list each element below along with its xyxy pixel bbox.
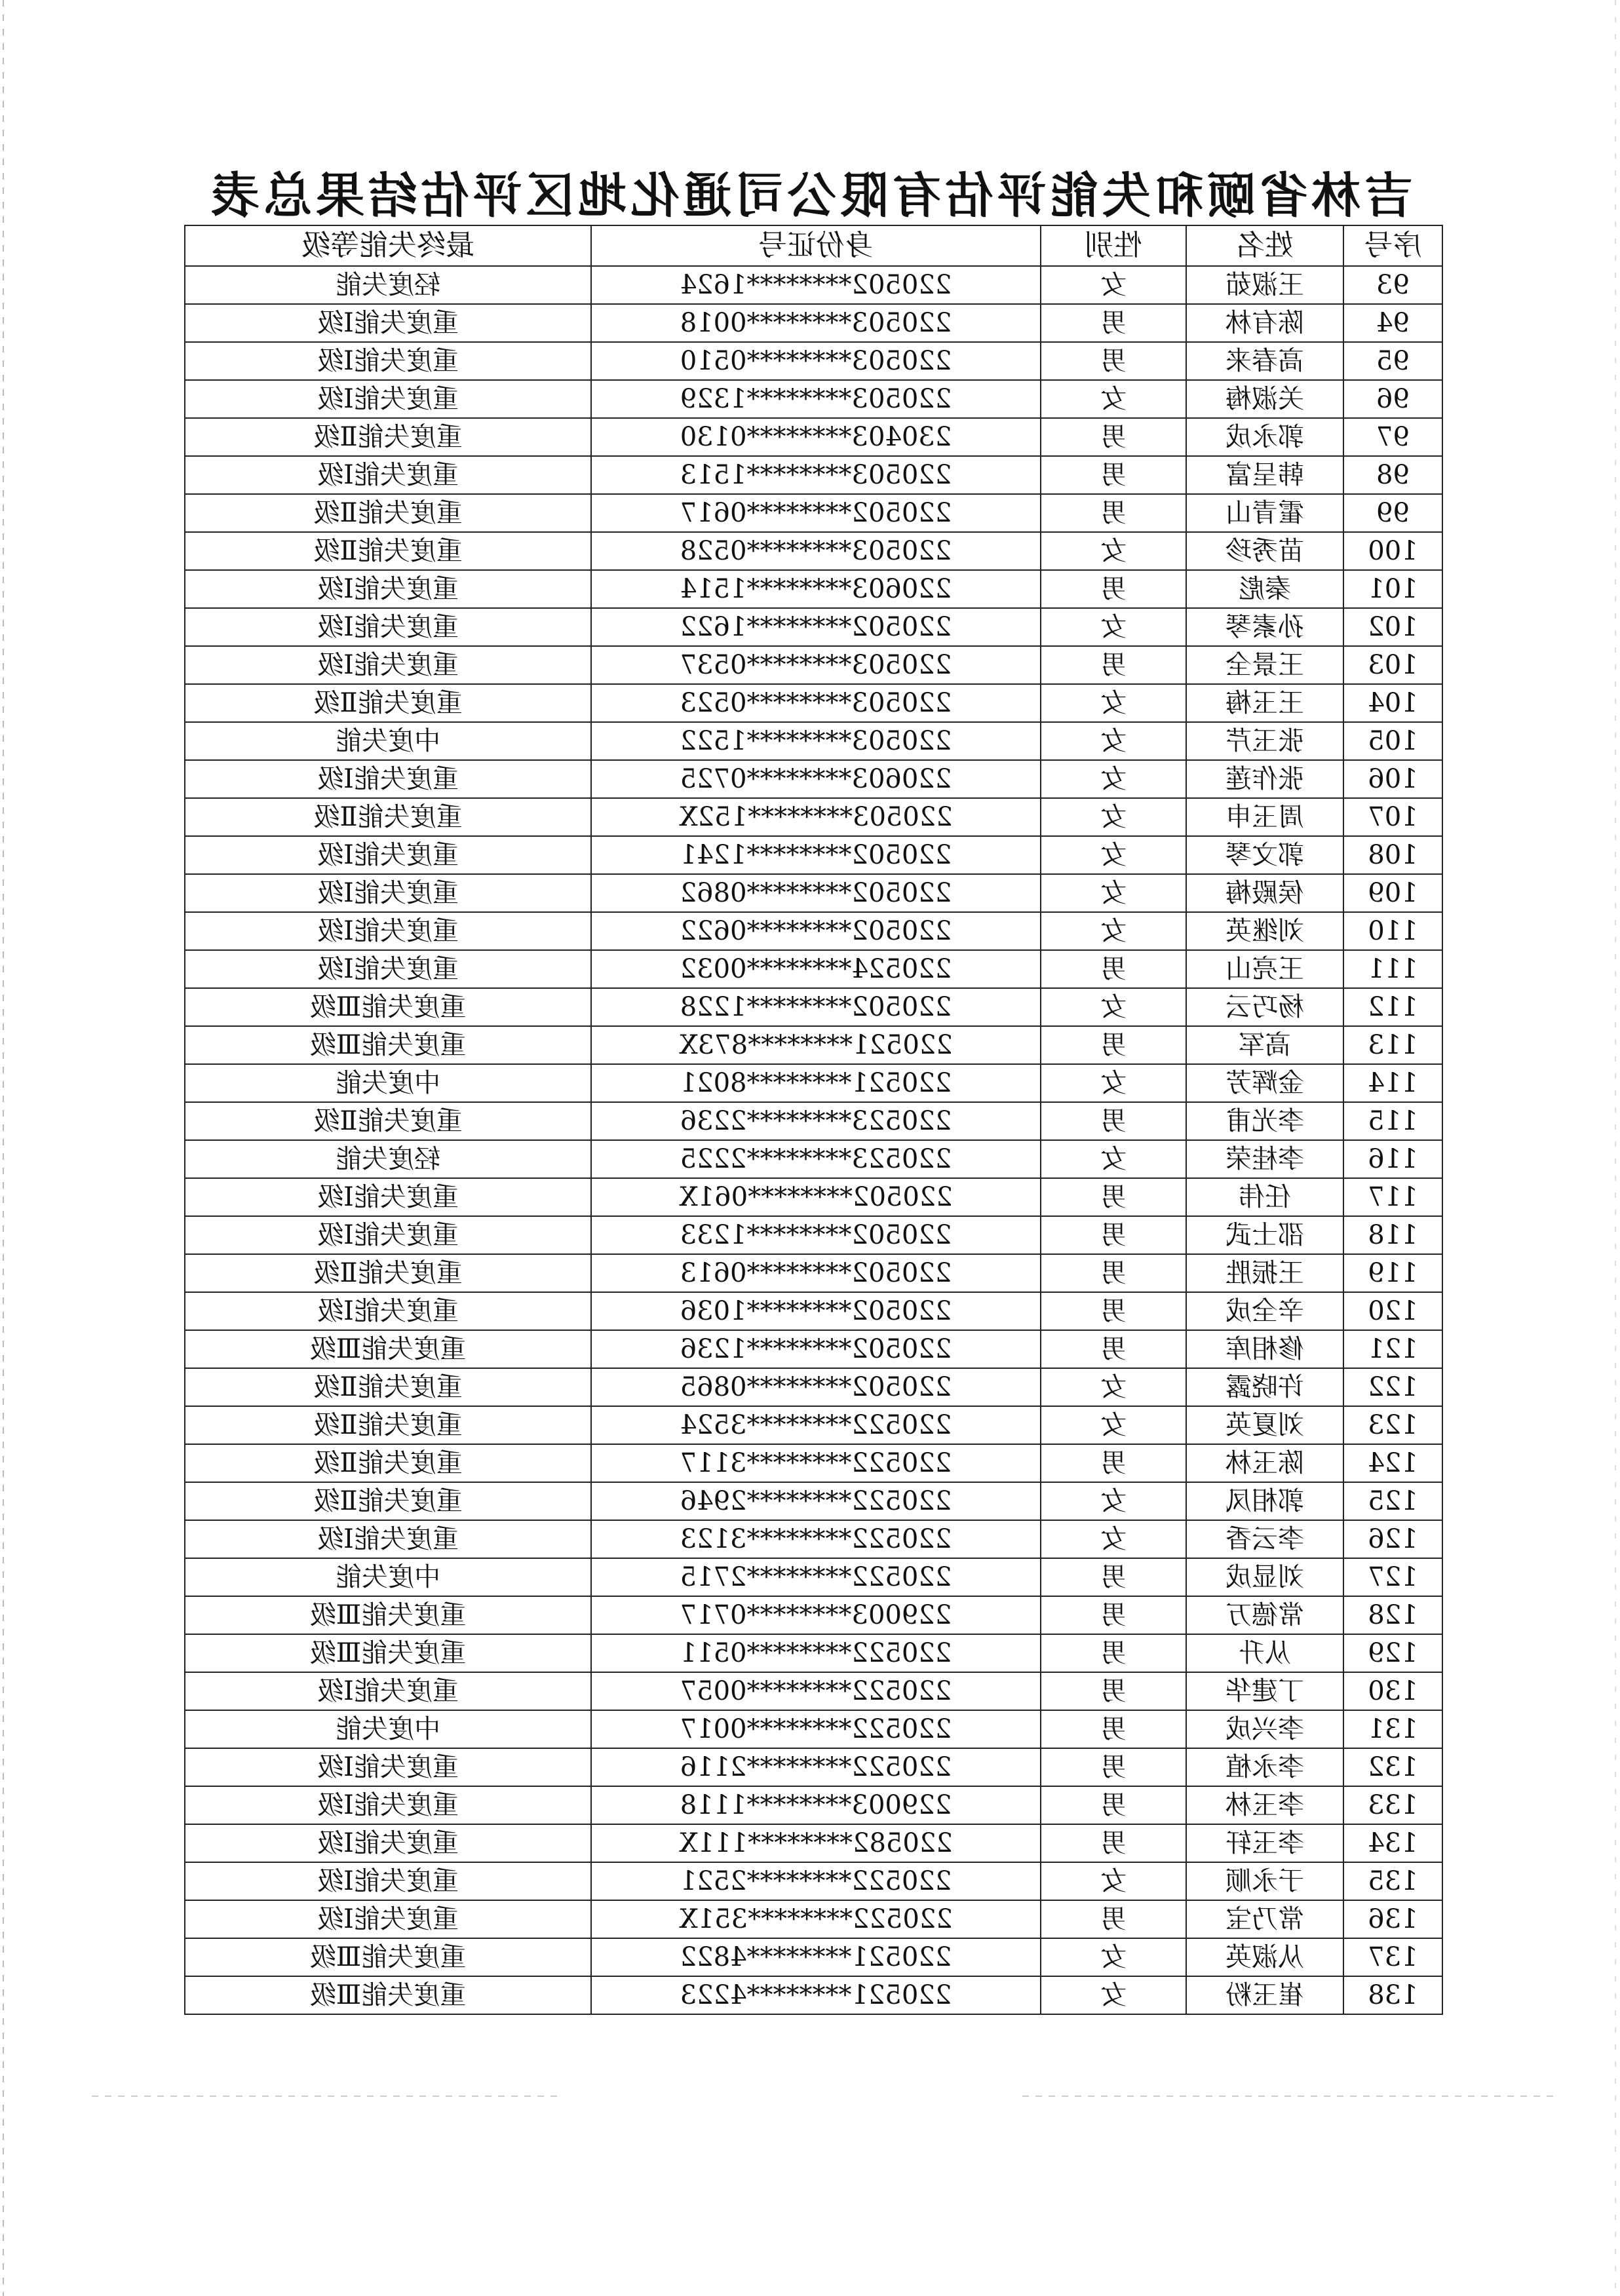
cell-disability-level: 重度失能Ⅰ级: [185, 456, 591, 494]
table-row: [185, 1634, 1442, 1672]
cell-name: 王玉梅: [1186, 684, 1343, 722]
cell-disability-level: 重度失能Ⅲ级: [185, 1976, 591, 2014]
cell-serial: 113: [1343, 1026, 1442, 1064]
table-row: [185, 1824, 1442, 1862]
cell-serial: 93: [1343, 266, 1442, 304]
table-row: [185, 1748, 1442, 1786]
cell-disability-level: 重度失能Ⅰ级: [185, 380, 591, 418]
cell-disability-level: 重度失能Ⅲ级: [185, 1330, 591, 1368]
table-row: [185, 1330, 1442, 1368]
cell-serial: 107: [1343, 798, 1442, 836]
header-name: 姓名: [1186, 225, 1343, 266]
cell-sex: 男: [1041, 1824, 1186, 1862]
cell-id-number: 220502********0862: [591, 874, 1041, 912]
cell-id-number: 220503********1329: [591, 380, 1041, 418]
cell-id-number: 220502********1228: [591, 988, 1041, 1026]
cell-name: 陈玉林: [1186, 1444, 1343, 1482]
cell-sex: 女: [1041, 1140, 1186, 1178]
cell-serial: 95: [1343, 342, 1442, 380]
cell-serial: 112: [1343, 988, 1442, 1026]
cell-disability-level: 重度失能Ⅰ级: [185, 950, 591, 988]
cell-sex: 女: [1041, 1862, 1186, 1900]
cell-serial: 114: [1343, 1064, 1442, 1102]
cell-id-number: 220522********3123: [591, 1520, 1041, 1558]
table-row: [185, 988, 1442, 1026]
cell-serial: 125: [1343, 1482, 1442, 1520]
cell-disability-level: 重度失能Ⅰ级: [185, 760, 591, 798]
cell-name: 常乃宝: [1186, 1900, 1343, 1938]
cell-name: 侯殿梅: [1186, 874, 1343, 912]
cell-name: 从淑英: [1186, 1938, 1343, 1976]
cell-sex: 男: [1041, 1178, 1186, 1216]
cell-id-number: 220502********061X: [591, 1178, 1041, 1216]
table-row: [185, 1064, 1442, 1102]
table-row: [185, 1368, 1442, 1406]
table-header-row: [185, 225, 1442, 266]
cell-disability-level: 重度失能Ⅱ级: [185, 532, 591, 570]
cell-name: 张玉芹: [1186, 722, 1343, 760]
cell-name: 李玉林: [1186, 1786, 1343, 1824]
cell-serial: 122: [1343, 1368, 1442, 1406]
table-row: [185, 418, 1442, 456]
table-row: [185, 1976, 1442, 2014]
cell-sex: 男: [1041, 456, 1186, 494]
cell-serial: 116: [1343, 1140, 1442, 1178]
cell-serial: 119: [1343, 1254, 1442, 1292]
cell-id-number: 220582********111X: [591, 1824, 1041, 1862]
table-row: [185, 1406, 1442, 1444]
cell-disability-level: 重度失能Ⅰ级: [185, 304, 591, 342]
cell-disability-level: 重度失能Ⅰ级: [185, 1862, 591, 1900]
cell-sex: 男: [1041, 1786, 1186, 1824]
cell-name: 李兴成: [1186, 1710, 1343, 1748]
cell-id-number: 220502********1036: [591, 1292, 1041, 1330]
table-row: [185, 1482, 1442, 1520]
cell-disability-level: 重度失能Ⅱ级: [185, 684, 591, 722]
table-row: [185, 608, 1442, 646]
cell-serial: 105: [1343, 722, 1442, 760]
cell-name: 辛全成: [1186, 1292, 1343, 1330]
cell-serial: 128: [1343, 1596, 1442, 1634]
cell-sex: 女: [1041, 266, 1186, 304]
cell-disability-level: 重度失能Ⅱ级: [185, 1254, 591, 1292]
cell-serial: 111: [1343, 950, 1442, 988]
cell-serial: 94: [1343, 304, 1442, 342]
cell-name: 郭文琴: [1186, 836, 1343, 874]
cell-sex: 男: [1041, 1900, 1186, 1938]
cell-disability-level: 中度失能: [185, 722, 591, 760]
cell-disability-level: 重度失能Ⅱ级: [185, 1444, 591, 1482]
cell-id-number: 220522********351X: [591, 1900, 1041, 1938]
cell-name: 郭相凤: [1186, 1482, 1343, 1520]
cell-name: 霍青山: [1186, 494, 1343, 532]
cell-serial: 115: [1343, 1102, 1442, 1140]
cell-id-number: 220503********1513: [591, 456, 1041, 494]
cell-sex: 男: [1041, 1292, 1186, 1330]
table-body: [185, 266, 1442, 2014]
table-row: [185, 912, 1442, 950]
cell-sex: 女: [1041, 988, 1186, 1026]
cell-serial: 96: [1343, 380, 1442, 418]
cell-disability-level: 重度失能Ⅱ级: [185, 798, 591, 836]
cell-serial: 134: [1343, 1824, 1442, 1862]
cell-sex: 女: [1041, 1406, 1186, 1444]
cell-sex: 男: [1041, 494, 1186, 532]
cell-name: 任伟: [1186, 1178, 1343, 1216]
cell-disability-level: 重度失能Ⅰ级: [185, 912, 591, 950]
table-row: [185, 1140, 1442, 1178]
cell-id-number: 220502********1241: [591, 836, 1041, 874]
table-row: [185, 342, 1442, 380]
cell-id-number: 220502********1233: [591, 1216, 1041, 1254]
cell-sex: 男: [1041, 342, 1186, 380]
cell-name: 张作莲: [1186, 760, 1343, 798]
table-row: [185, 1900, 1442, 1938]
cell-disability-level: 重度失能Ⅲ级: [185, 1026, 591, 1064]
cell-serial: 103: [1343, 646, 1442, 684]
cell-serial: 137: [1343, 1938, 1442, 1976]
table-row: [185, 684, 1442, 722]
cell-name: 杨巧云: [1186, 988, 1343, 1026]
cell-serial: 101: [1343, 570, 1442, 608]
cell-serial: 97: [1343, 418, 1442, 456]
table-row: [185, 532, 1442, 570]
cell-name: 王景全: [1186, 646, 1343, 684]
cell-disability-level: 重度失能Ⅰ级: [185, 1520, 591, 1558]
cell-sex: 男: [1041, 1748, 1186, 1786]
cell-sex: 女: [1041, 1368, 1186, 1406]
cell-disability-level: 重度失能Ⅱ级: [185, 1406, 591, 1444]
cell-name: 修相库: [1186, 1330, 1343, 1368]
cell-id-number: 220503********0537: [591, 646, 1041, 684]
cell-name: 王亮山: [1186, 950, 1343, 988]
cell-id-number: 220522********2715: [591, 1558, 1041, 1596]
cell-id-number: 220522********2521: [591, 1862, 1041, 1900]
cell-name: 李光甫: [1186, 1102, 1343, 1140]
cell-serial: 106: [1343, 760, 1442, 798]
cell-sex: 女: [1041, 798, 1186, 836]
cell-sex: 女: [1041, 532, 1186, 570]
table-row: [185, 1292, 1442, 1330]
cell-disability-level: 重度失能Ⅰ级: [185, 874, 591, 912]
cell-id-number: 230403********0130: [591, 418, 1041, 456]
table-row: [185, 760, 1442, 798]
cell-id-number: 220502********0865: [591, 1368, 1041, 1406]
cell-serial: 110: [1343, 912, 1442, 950]
cell-disability-level: 重度失能Ⅲ级: [185, 1634, 591, 1672]
cell-disability-level: 重度失能Ⅰ级: [185, 1178, 591, 1216]
cell-sex: 女: [1041, 912, 1186, 950]
cell-serial: 118: [1343, 1216, 1442, 1254]
cell-id-number: 220524********0032: [591, 950, 1041, 988]
cell-disability-level: 重度失能Ⅱ级: [185, 418, 591, 456]
cell-name: 高春来: [1186, 342, 1343, 380]
cell-serial: 102: [1343, 608, 1442, 646]
cell-id-number: 220521********4822: [591, 1938, 1041, 1976]
cell-id-number: 220502********0622: [591, 912, 1041, 950]
cell-disability-level: 重度失能Ⅰ级: [185, 570, 591, 608]
table-row: [185, 266, 1442, 304]
cell-sex: 女: [1041, 1520, 1186, 1558]
cell-sex: 男: [1041, 1026, 1186, 1064]
cell-sex: 女: [1041, 722, 1186, 760]
cell-id-number: 220522********0017: [591, 1710, 1041, 1748]
table-row: [185, 304, 1442, 342]
table-row: [185, 1596, 1442, 1634]
cell-serial: 131: [1343, 1710, 1442, 1748]
table-row: [185, 646, 1442, 684]
cell-id-number: 220522********2946: [591, 1482, 1041, 1520]
cell-id-number: 220502********1622: [591, 608, 1041, 646]
cell-name: 邵士武: [1186, 1216, 1343, 1254]
table-row: [185, 1444, 1442, 1482]
cell-id-number: 220502********1236: [591, 1330, 1041, 1368]
cell-disability-level: 中度失能: [185, 1710, 591, 1748]
cell-id-number: 220503********0528: [591, 532, 1041, 570]
cell-sex: 男: [1041, 1102, 1186, 1140]
cell-sex: 女: [1041, 760, 1186, 798]
cell-name: 于永顺: [1186, 1862, 1343, 1900]
cell-name: 许晓露: [1186, 1368, 1343, 1406]
cell-name: 陈有林: [1186, 304, 1343, 342]
cell-disability-level: 重度失能Ⅱ级: [185, 1482, 591, 1520]
cell-name: 王淑茹: [1186, 266, 1343, 304]
cell-sex: 女: [1041, 874, 1186, 912]
table-row: [185, 1520, 1442, 1558]
cell-id-number: 220502********0617: [591, 494, 1041, 532]
cell-id-number: 220603********1514: [591, 570, 1041, 608]
cell-id-number: 220503********152X: [591, 798, 1041, 836]
cell-name: 韩呈富: [1186, 456, 1343, 494]
cell-sex: 女: [1041, 1976, 1186, 2014]
table-row: [185, 1710, 1442, 1748]
cell-serial: 132: [1343, 1748, 1442, 1786]
cell-serial: 120: [1343, 1292, 1442, 1330]
cell-id-number: 220522********3524: [591, 1406, 1041, 1444]
cell-serial: 99: [1343, 494, 1442, 532]
cell-sex: 男: [1041, 418, 1186, 456]
table-row: [185, 456, 1442, 494]
cell-disability-level: 重度失能Ⅰ级: [185, 1216, 591, 1254]
cell-serial: 136: [1343, 1900, 1442, 1938]
cell-id-number: 220523********2236: [591, 1102, 1041, 1140]
cell-disability-level: 重度失能Ⅰ级: [185, 608, 591, 646]
cell-id-number: 220522********0511: [591, 1634, 1041, 1672]
cell-name: 李永植: [1186, 1748, 1343, 1786]
table-row: [185, 570, 1442, 608]
cell-id-number: 220503********0510: [591, 342, 1041, 380]
cell-disability-level: 重度失能Ⅱ级: [185, 1102, 591, 1140]
cell-id-number: 220522********0057: [591, 1672, 1041, 1710]
cell-name: 金辉芳: [1186, 1064, 1343, 1102]
table-row: [185, 1672, 1442, 1710]
table-row: [185, 1254, 1442, 1292]
cell-sex: 男: [1041, 1558, 1186, 1596]
cell-disability-level: 重度失能Ⅰ级: [185, 1672, 591, 1710]
cell-disability-level: 中度失能: [185, 1064, 591, 1102]
cell-name: 常德万: [1186, 1596, 1343, 1634]
cell-disability-level: 重度失能Ⅱ级: [185, 1368, 591, 1406]
cell-name: 王振胜: [1186, 1254, 1343, 1292]
cell-sex: 男: [1041, 1216, 1186, 1254]
cell-id-number: 229003********0717: [591, 1596, 1041, 1634]
table-row: [185, 1786, 1442, 1824]
table-row: [185, 494, 1442, 532]
cell-sex: 男: [1041, 1634, 1186, 1672]
cell-serial: 108: [1343, 836, 1442, 874]
cell-name: 关淑梅: [1186, 380, 1343, 418]
table-row: [185, 950, 1442, 988]
cell-id-number: 220523********2225: [591, 1140, 1041, 1178]
cell-name: 苗秀珍: [1186, 532, 1343, 570]
cell-disability-level: 重度失能Ⅰ级: [185, 1824, 591, 1862]
cell-id-number: 220503********0523: [591, 684, 1041, 722]
cell-name: 刘继英: [1186, 912, 1343, 950]
cell-serial: 124: [1343, 1444, 1442, 1482]
cell-serial: 135: [1343, 1862, 1442, 1900]
cell-name: 从升: [1186, 1634, 1343, 1672]
cell-name: 李云香: [1186, 1520, 1343, 1558]
table-row: [185, 836, 1442, 874]
document-title: 吉林省颐和失能评估有限公司通化地区评估结果总表: [207, 168, 1413, 224]
cell-id-number: 220503********0018: [591, 304, 1041, 342]
cell-disability-level: 重度失能Ⅰ级: [185, 1748, 591, 1786]
cell-name: 周玉申: [1186, 798, 1343, 836]
cell-serial: 121: [1343, 1330, 1442, 1368]
cell-name: 刘夏英: [1186, 1406, 1343, 1444]
cell-disability-level: 重度失能Ⅰ级: [185, 342, 591, 380]
table-row: [185, 722, 1442, 760]
table-row: [185, 1558, 1442, 1596]
cell-disability-level: 重度失能Ⅲ级: [185, 988, 591, 1026]
header-id-number: 身份证号: [591, 225, 1041, 266]
cell-serial: 98: [1343, 456, 1442, 494]
cell-id-number: 220521********4223: [591, 1976, 1041, 2014]
table-row: [185, 1216, 1442, 1254]
table-row: [185, 798, 1442, 836]
table-row: [185, 1862, 1442, 1900]
header-serial: 序号: [1343, 225, 1442, 266]
cell-disability-level: 中度失能: [185, 1558, 591, 1596]
table-row: [185, 380, 1442, 418]
table-row: [185, 1178, 1442, 1216]
cell-disability-level: 重度失能Ⅰ级: [185, 1292, 591, 1330]
cell-serial: 130: [1343, 1672, 1442, 1710]
cell-id-number: 220521********873X: [591, 1026, 1041, 1064]
table-row: [185, 1102, 1442, 1140]
cell-disability-level: 重度失能Ⅱ级: [185, 494, 591, 532]
cell-serial: 138: [1343, 1976, 1442, 2014]
cell-sex: 男: [1041, 1596, 1186, 1634]
cell-serial: 117: [1343, 1178, 1442, 1216]
cell-sex: 女: [1041, 380, 1186, 418]
table-row: [185, 874, 1442, 912]
cell-disability-level: 重度失能Ⅰ级: [185, 1786, 591, 1824]
cell-sex: 男: [1041, 1710, 1186, 1748]
cell-id-number: 220502********0613: [591, 1254, 1041, 1292]
cell-id-number: 220503********1522: [591, 722, 1041, 760]
cell-disability-level: 重度失能Ⅰ级: [185, 836, 591, 874]
cell-disability-level: 重度失能Ⅰ级: [185, 646, 591, 684]
cell-sex: 男: [1041, 570, 1186, 608]
cell-disability-level: 轻度失能: [185, 1140, 591, 1178]
cell-serial: 133: [1343, 1786, 1442, 1824]
table-row: [185, 1938, 1442, 1976]
cell-name: 李玉轩: [1186, 1824, 1343, 1862]
cell-disability-level: 轻度失能: [185, 266, 591, 304]
cell-sex: 男: [1041, 1254, 1186, 1292]
cell-id-number: 220522********2116: [591, 1748, 1041, 1786]
results-table: [184, 225, 1443, 2015]
cell-sex: 男: [1041, 646, 1186, 684]
table-row: [185, 1026, 1442, 1064]
cell-sex: 女: [1041, 836, 1186, 874]
cell-sex: 男: [1041, 1444, 1186, 1482]
cell-serial: 129: [1343, 1634, 1442, 1672]
cell-disability-level: 重度失能Ⅰ级: [185, 1900, 591, 1938]
cell-id-number: 229003********1118: [591, 1786, 1041, 1824]
cell-sex: 女: [1041, 1482, 1186, 1520]
cell-name: 李桂荣: [1186, 1140, 1343, 1178]
cell-sex: 男: [1041, 1330, 1186, 1368]
cell-id-number: 220522********3117: [591, 1444, 1041, 1482]
cell-disability-level: 重度失能Ⅲ级: [185, 1596, 591, 1634]
cell-sex: 女: [1041, 1064, 1186, 1102]
cell-id-number: 220502********1624: [591, 266, 1041, 304]
cell-sex: 男: [1041, 1672, 1186, 1710]
cell-serial: 126: [1343, 1520, 1442, 1558]
cell-serial: 109: [1343, 874, 1442, 912]
cell-name: 高军: [1186, 1026, 1343, 1064]
cell-serial: 100: [1343, 532, 1442, 570]
cell-id-number: 220521********8021: [591, 1064, 1041, 1102]
cell-name: 秦彪: [1186, 570, 1343, 608]
header-disability-level: 最终失能等级: [185, 225, 591, 266]
cell-sex: 女: [1041, 608, 1186, 646]
cell-name: 孙素琴: [1186, 608, 1343, 646]
cell-serial: 123: [1343, 1406, 1442, 1444]
cell-name: 刘显成: [1186, 1558, 1343, 1596]
header-sex: 性别: [1041, 225, 1186, 266]
cell-name: 丁建华: [1186, 1672, 1343, 1710]
cell-name: 崔玉粉: [1186, 1976, 1343, 2014]
cell-name: 郭永成: [1186, 418, 1343, 456]
cell-disability-level: 重度失能Ⅲ级: [185, 1938, 591, 1976]
cell-serial: 127: [1343, 1558, 1442, 1596]
cell-sex: 女: [1041, 684, 1186, 722]
cell-id-number: 220603********0725: [591, 760, 1041, 798]
cell-sex: 男: [1041, 950, 1186, 988]
cell-serial: 104: [1343, 684, 1442, 722]
cell-sex: 女: [1041, 1938, 1186, 1976]
cell-sex: 男: [1041, 304, 1186, 342]
